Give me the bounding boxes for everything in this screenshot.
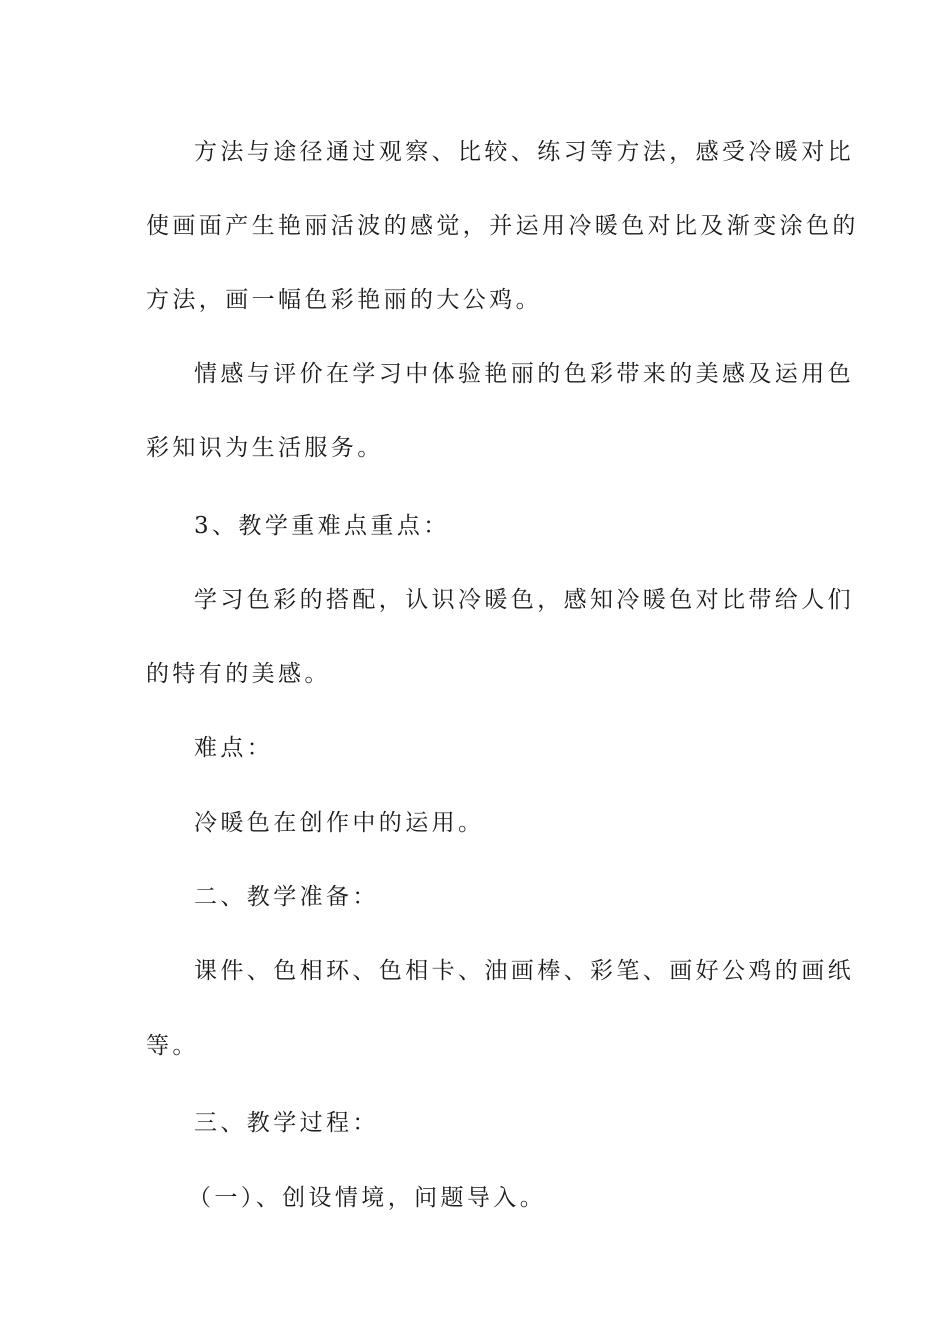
paragraph-line: 学习色彩的搭配，认识冷暖色，感知冷暖色对比带给人们 xyxy=(194,587,854,613)
paragraph-line: 冷暖色在创作中的运用。 xyxy=(194,810,485,836)
section-heading: （一）、创设情境，问题导入。 xyxy=(188,1185,547,1211)
section-heading: 三、教学过程： xyxy=(194,1110,379,1136)
paragraph-line: 彩知识为生活服务。 xyxy=(146,435,384,461)
section-heading: 3、教学重难点重点： xyxy=(194,513,450,539)
paragraph-line: 方法，画一幅色彩艳丽的大公鸡。 xyxy=(146,287,542,313)
paragraph-line: 使画面产生艳丽活波的感觉，并运用冷暖色对比及渐变涂色的 xyxy=(146,213,859,239)
paragraph-line: 等。 xyxy=(146,1033,199,1059)
paragraph-line: 情感与评价在学习中体验艳丽的色彩带来的美感及运用色 xyxy=(194,361,854,387)
paragraph-line: 课件、色相环、色相卡、油画棒、彩笔、画好公鸡的画纸 xyxy=(194,958,854,984)
paragraph-line: 方法与途径通过观察、比较、练习等方法，感受冷暖对比 xyxy=(194,139,854,165)
section-heading: 难点： xyxy=(194,735,274,761)
paragraph-line: 的特有的美感。 xyxy=(146,661,331,687)
section-heading: 二、教学准备： xyxy=(194,884,379,910)
